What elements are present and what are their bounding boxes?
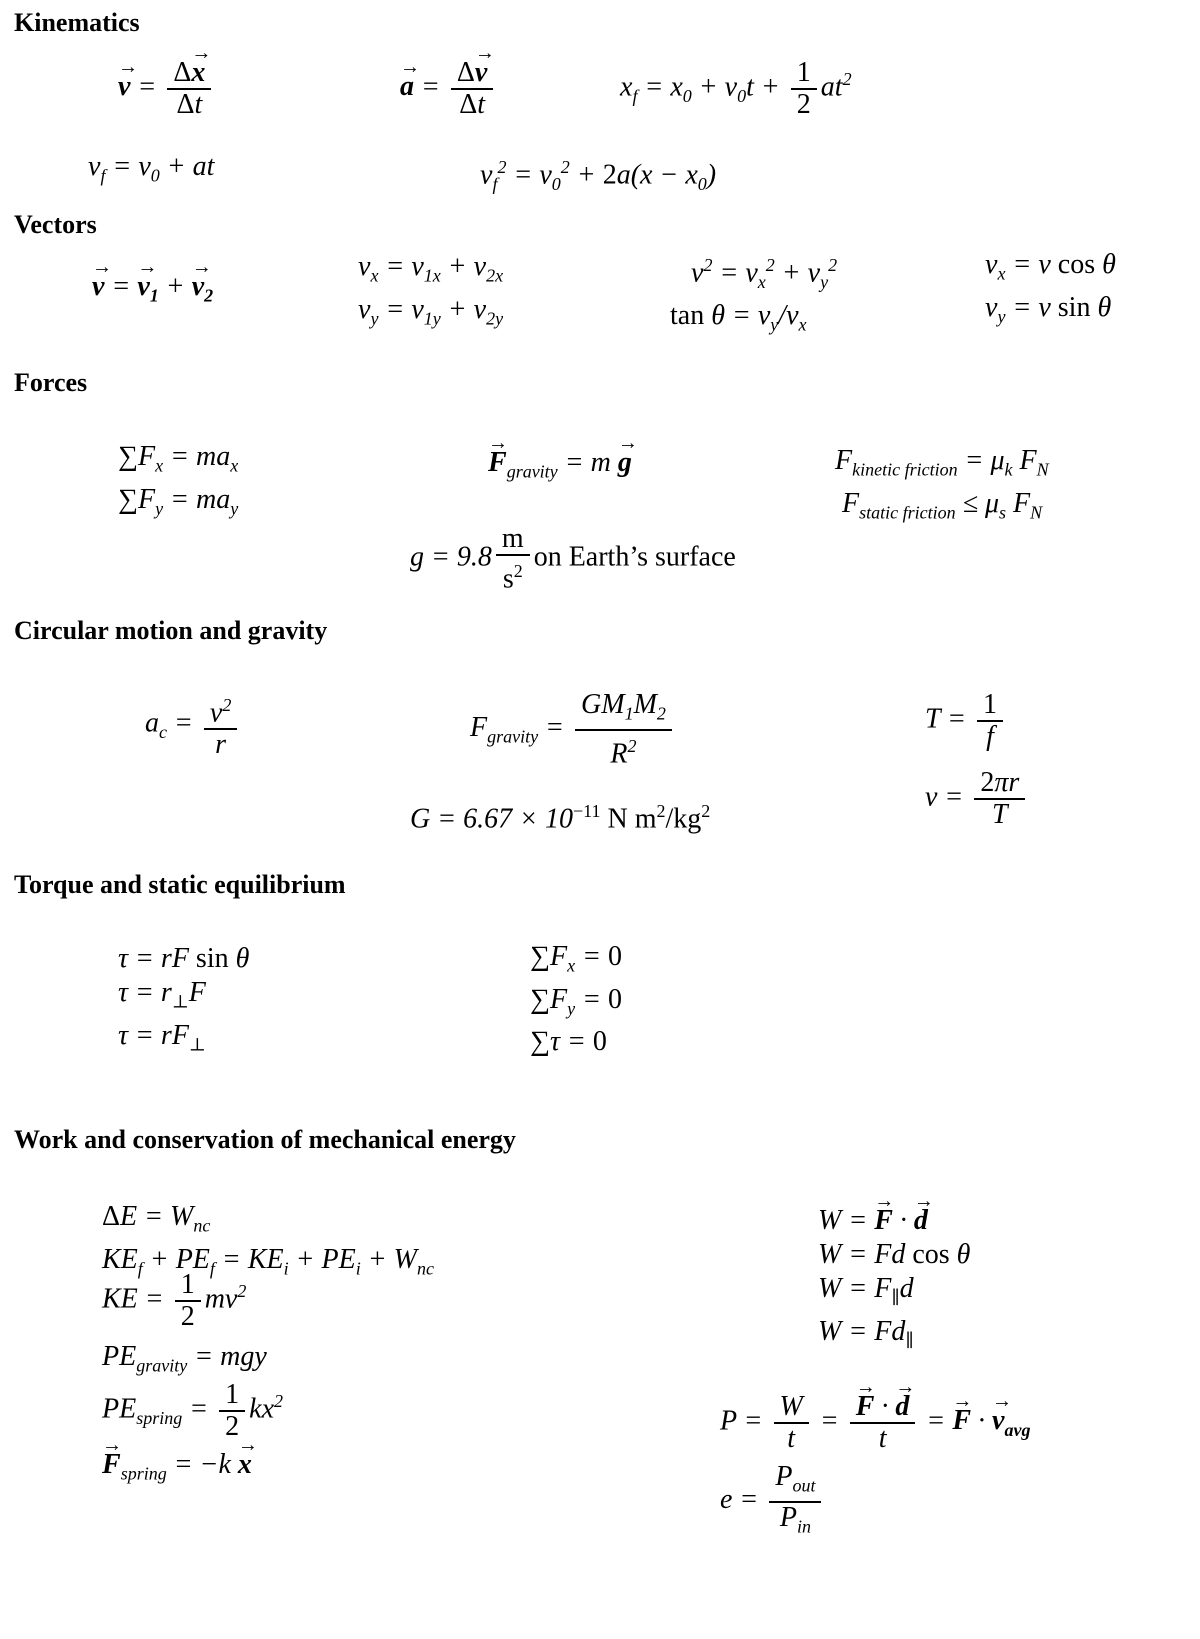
heading-forces: Forces <box>14 368 88 397</box>
eq-velocity-def: v → = $\frac{\Delta x \to}{\Delta t}$ <box>118 58 215 120</box>
eq-equilibrium: $\sum F_x = 0$ $\sum F_y = 0$ ∑τ = 0 <box>530 941 622 1058</box>
heading-work-energy: Work and conservation of mechanical energy <box>14 1125 516 1154</box>
eq-period: T = $\frac{1}{f}$ <box>925 690 1007 752</box>
G-constant: G = 6.67 × 10 <box>410 803 574 835</box>
earth-surface-text: on Earth’s surface <box>533 541 736 573</box>
eq-vector-magnitude: $v^2 = v_x^2 + v_y^2$ $\tan \theta = v_y/v_x$ <box>670 255 838 335</box>
eq-position: $x_f = x_0 + v_0t$ + $\frac{1}{2}$ $at^2$ <box>620 57 852 120</box>
G-units-kg: /kg <box>665 803 702 835</box>
g-unit-numerator: m <box>496 524 530 556</box>
eq-universal-gravity: $F_{gravity}$ = $\frac{GM_1M_2}{R^2}$ <box>470 690 676 769</box>
eq-energy-conservation: $\Delta E = W_{nc}$ $KE_f + PE_f = KE_i + PE_i + W_{nc}$ <box>102 1201 434 1279</box>
eq-gravitational-pe: $PE_{gravity}$ = mgy <box>102 1341 267 1376</box>
heading-vectors: Vectors <box>14 210 97 239</box>
eq-orbital-speed: v = $\frac{2\pi r}{T}$ <box>925 768 1029 830</box>
eq-torque: τ = rF sin θ $\tau = r_\perp F$ $\tau = rF_\perp$ <box>118 943 250 1055</box>
eq-g-value: g = 9.8 $\frac{m}{s^2}$ on Earth’s surface <box>410 523 736 595</box>
eq-vector-trig: $v_x = v$ cos θ $v_y = v$ sin θ <box>985 249 1116 327</box>
eq-vector-components: $v_x = v_{1x} + v_{2x}$ $v_y = v_{1y} + v_{2y}$ <box>358 251 504 329</box>
eq-newton-second: $\sum F_x = ma_x$ $\sum F_y = ma_y$ <box>118 441 239 519</box>
eq-centripetal: $a_c$ = $\frac{v^2}{r}$ <box>145 690 241 760</box>
eq-friction: $F_{kinetic friction} = \mu_k$ $F_N$ $F_{static friction} \le \mu_s$ $F_N$ <box>835 445 1049 523</box>
heading-kinematics: Kinematics <box>14 8 140 37</box>
eq-vector-sum: v → = $v \to_1 + v \to_2$ <box>92 270 213 313</box>
heading-torque: Torque and static equilibrium <box>14 870 346 899</box>
eq-gravitational-constant: $G = 6.67 \times 10^{-11}$ N $m^2/kg^2$ <box>410 801 711 835</box>
eq-spring-force: $F \to_{spring} = -k$ x → <box>102 1448 252 1491</box>
G-units: N m <box>600 803 657 835</box>
eq-velocity-squared: $v_f^2 = v_0^2 + 2a(x - x_0)$ <box>480 157 717 194</box>
eq-gravity-force: $F \to_{gravity} = m$ g → <box>488 446 632 489</box>
G-exponent: −11 <box>573 801 601 821</box>
heading-circular-motion: Circular motion and gravity <box>14 616 328 645</box>
eq-power: P = $\frac{W}{t}$ = $\frac{F \to \cdot d \to}{t}$ = F → · $v \to_{avg}$ <box>720 1392 1030 1454</box>
eq-spring-pe: $PE_{spring}$ = $\frac{1}{2}$ $kx^2$ <box>102 1379 283 1442</box>
eq-kinetic-energy: KE = $\frac{1}{2}$ $mv^2$ <box>102 1269 247 1332</box>
eq-efficiency: e = $\frac{P_{out}}{P_{in}}$ <box>720 1462 825 1541</box>
g-value: g = 9.8 <box>410 541 492 573</box>
eq-acceleration-def: a → = $\frac{\Delta v \to}{\Delta t}$ <box>400 58 497 120</box>
eq-work: W = F → · d → W = Fd cos θ $W = F_\parallel d$ $W = Fd_\parallel$ <box>818 1204 970 1357</box>
eq-final-velocity: $v_f = v_0$ + at <box>88 151 215 186</box>
